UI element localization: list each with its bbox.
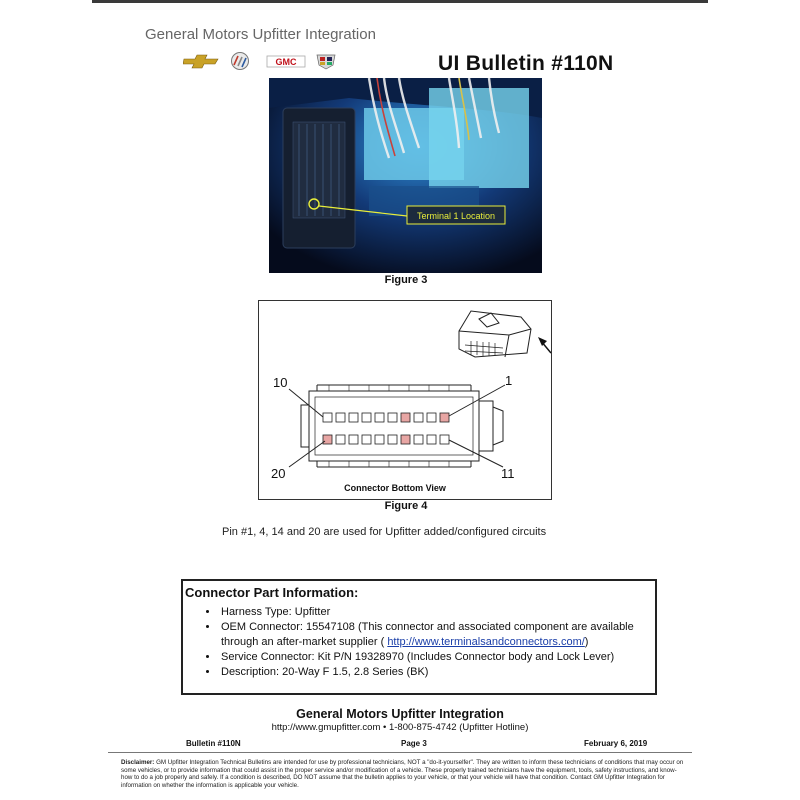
pin-row-bottom (323, 435, 449, 444)
connector-drawing (259, 301, 551, 499)
footer-bulletin: Bulletin #110N (186, 739, 241, 748)
footer-page: Page 3 (401, 739, 427, 748)
disclaimer (121, 759, 686, 789)
footer-rule (108, 752, 692, 753)
connector-info-box (181, 579, 657, 695)
pin-row-top (323, 413, 449, 422)
footer-title: General Motors Upfitter Integration (296, 707, 504, 721)
pin-highlight (323, 435, 332, 444)
top-rule (92, 0, 708, 3)
arrow-icon (538, 337, 551, 353)
pin-label-20: 20 (271, 466, 286, 481)
list-item: • Service Connector: Kit P/N 19328970 (Includes Connector body and Lock Lever) (219, 650, 655, 665)
list-item: • OEM Connector: 15547108 (This connector and associated component are available through an after-market supplier ( http://www.terminalsandconnectors.com/) (219, 620, 655, 650)
footer-contact: http://www.gmupfitter.com • 1-800-875-4742 (Upfitter Hotline) (271, 722, 529, 733)
callout-text: Terminal 1 Location (416, 211, 496, 221)
header-title: General Motors Upfitter Integration (145, 26, 376, 43)
disclaimer-text: GM Upfitter Integration Technical Bulletins are intended for use by professional technicians, NOT a "do-it-yourselfer". They are written to inform these technicians of conditions that may occur on some vehicles, or to provide information that could assist in the proper service and/or modification of a vehicle. These properly trained technicians have the equipment, tools, safety instructions, and know-how to do a job properly and safely. If a condition is described, DO NOT assume that the bulletin applies to your vehicle, or that your vehicle will have that condition. Contact GM Upfitter Integration for information on whether the information is applicable your vehicle. (121, 759, 684, 789)
cadillac-logo-icon (317, 55, 335, 69)
pin-label-10: 10 (273, 375, 288, 390)
buick-logo-icon (232, 53, 249, 70)
pin-highlight (440, 413, 449, 422)
connector-body (301, 385, 503, 467)
figure3-caption: Figure 3 (384, 274, 428, 286)
connector-iso-icon (459, 311, 531, 357)
gmc-logo-icon (267, 56, 305, 67)
list-item: • Harness Type: Upfitter (219, 605, 655, 620)
pin-highlight (401, 435, 410, 444)
footer-date: February 6, 2019 (584, 739, 648, 748)
pin-highlight (401, 413, 410, 422)
pin-label-1: 1 (505, 373, 513, 388)
pins-note: Pin #1, 4, 14 and 20 are used for Upfitter added/configured circuits (222, 526, 547, 538)
disclaimer-label: Disclaimer: (121, 759, 155, 766)
connector-info-title: Connector Part Information: (185, 585, 359, 600)
figure4-caption: Figure 4 (384, 500, 428, 512)
list-item: • Description: 20-Way F 1.5, 2.8 Series (BK) (219, 665, 655, 680)
svg-text:GMC: GMC (275, 57, 297, 67)
figure4-diagram (258, 300, 552, 500)
bulletin-number: UI Bulletin #110N (438, 52, 614, 75)
chevrolet-logo-icon (183, 55, 218, 68)
supplier-link[interactable]: http://www.terminalsandconnectors.com/ (387, 636, 585, 648)
connector-info-list (183, 605, 655, 680)
pin-label-11: 11 (501, 466, 515, 481)
connector-view-caption: Connector Bottom View (344, 483, 446, 493)
figure3-photo (269, 78, 542, 273)
brand-logos (183, 52, 353, 70)
